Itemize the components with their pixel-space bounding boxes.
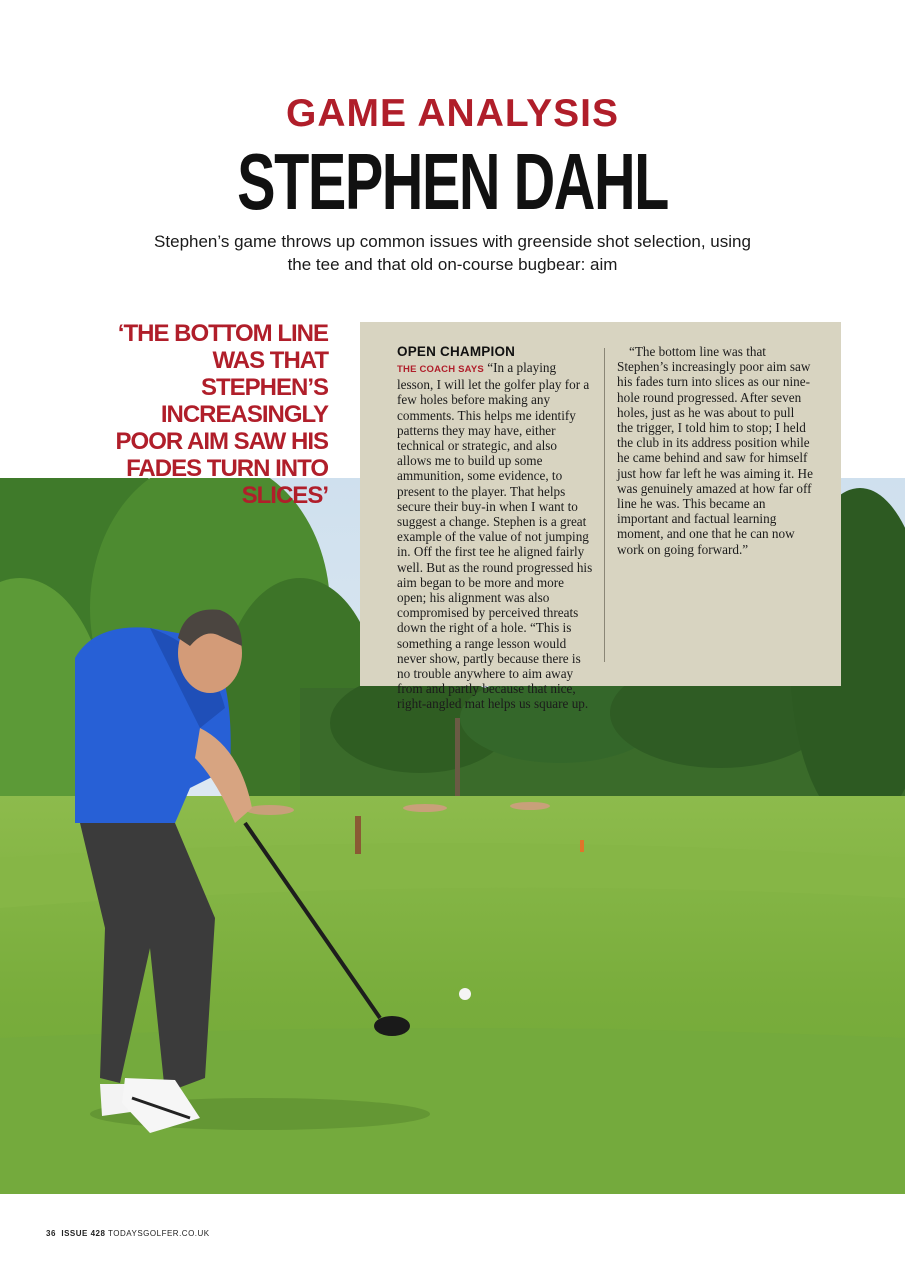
box-column-1 [397,344,593,712]
article-title: STEPHEN DAHL [237,137,668,226]
box-paragraph-2-start: “This is something a range lesson would never show, partly because there is no trouble anywhere to aim away from and partly because that nice, right-angled mat helps us square up. [397,620,589,712]
box-paragraph-3: “The bottom line was that Stephen’s increasingly poor aim saw his fades turn into slices as our nine-hole round progressed. After seven holes, just as he was about to pull the trigger, I told him to stop; I held the club in its address position while he came behind and saw for himself just how far left he was aiming it. He was genuinely amazed at how far off line he was. This became an important and factual learning moment, and one that he can now work on going forward.” [617,344,813,557]
section-kicker: GAME ANALYSIS [286,92,619,135]
page-number: 36 [46,1229,56,1238]
coach-says-label: THE COACH SAYS [397,364,484,375]
box-heading: OPEN CHAMPION [397,344,516,359]
standfirst: Stephen’s game throws up common issues with greenside shot selection, using the tee and that old on-course bugbear: aim [154,232,751,274]
box-paragraph-1-text: “In a playing lesson, I will let the golfer play for a few holes before making any comments. This helps me identify patterns they may have, either technical or strategic, and also allows me to build up some ammunition, some evidence, to present to the player. That helps secure their buy-in when I want to suggest a change. Stephen is a great example of the value of not jumping in. Off the first tee he aligned fairly well. But as the round progressed his aim began to be more and more open; his alignment was also compromised by perceived threats down the right of a hole. [397,360,593,636]
box-column-2 [617,344,813,557]
box-paragraph-1 [397,360,593,712]
coach-says-box [360,322,841,712]
website: TODAYSGOLFER.CO.UK [108,1229,210,1238]
page-folio [46,1229,210,1238]
column-divider [604,348,605,662]
issue-number: ISSUE 428 [61,1229,106,1238]
pull-quote: ‘THE BOTTOM LINE WAS THAT STEPHEN’S INCREASINGLY POOR AIM SAW HIS FADES TURN INTO SLICES’ [115,320,328,509]
